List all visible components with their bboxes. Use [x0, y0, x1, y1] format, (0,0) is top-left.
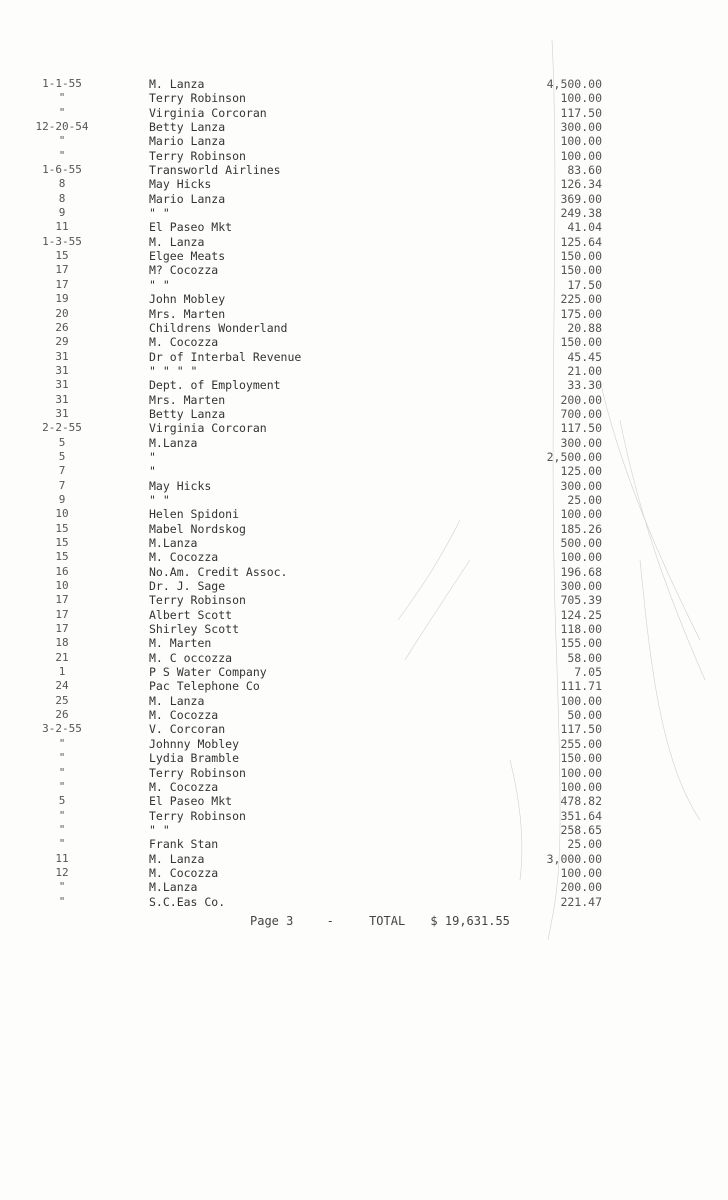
- entry-date: 17: [55, 607, 69, 621]
- entry-payee: Lydia Bramble: [149, 751, 240, 766]
- entry-payee: " " " ": [149, 363, 198, 378]
- entry-payee: ": [149, 449, 156, 464]
- entry-date: 5: [58, 449, 66, 463]
- entry-payee: Albert Scott: [149, 607, 233, 622]
- ledger-row: [0, 722, 728, 736]
- ledger-row: [0, 307, 728, 321]
- ledger-row: [0, 464, 728, 478]
- entry-amount: 21.00: [567, 363, 602, 378]
- entry-payee: El Paseo Mkt: [149, 220, 233, 235]
- entry-payee: Johnny Mobley: [149, 736, 240, 751]
- entry-amount: 255.00: [560, 736, 602, 751]
- ledger-row: [0, 206, 728, 220]
- entry-payee: Mabel Nordskog: [149, 521, 246, 536]
- ledger-row: [0, 493, 728, 507]
- ledger-row: [0, 608, 728, 622]
- entry-amount: 33.30: [567, 378, 602, 393]
- entry-amount: 150.00: [560, 249, 602, 264]
- entry-amount: 4,500.00: [546, 77, 602, 91]
- entry-payee: M. C occozza: [149, 650, 233, 665]
- footer-dash: -: [326, 914, 334, 928]
- ledger-row: [0, 436, 728, 450]
- ledger-row: [0, 550, 728, 564]
- entry-amount: 45.45: [567, 349, 602, 364]
- entry-payee: Mario Lanza: [149, 191, 226, 206]
- ledger-row: [0, 809, 728, 823]
- entry-date: 7: [58, 464, 66, 478]
- entry-amount: 7.05: [574, 665, 602, 680]
- entry-amount: 225.00: [560, 292, 602, 307]
- ledger-row: [0, 364, 728, 378]
- page-footer: [250, 914, 510, 928]
- entry-amount: 258.65: [560, 822, 602, 837]
- ledger-row: [0, 895, 728, 909]
- ledger-row: [0, 852, 728, 866]
- entry-date: 5: [58, 435, 66, 449]
- entry-date: 12-20-54: [35, 120, 89, 134]
- entry-amount: 150.00: [560, 335, 602, 350]
- ledger-row: [0, 579, 728, 593]
- entry-payee: Terry Robinson: [149, 808, 246, 823]
- total-label: TOTAL: [369, 914, 406, 928]
- entry-payee: Childrens Wonderland: [149, 320, 288, 335]
- entry-amount: 126.34: [560, 177, 602, 192]
- entry-payee: M. Cocozza: [149, 335, 219, 350]
- entry-date: 31: [55, 406, 69, 420]
- entry-payee: M.Lanza: [149, 880, 198, 895]
- ledger-row: [0, 177, 728, 191]
- entry-payee: Shirley Scott: [149, 622, 240, 637]
- entry-payee: John Mobley: [149, 292, 226, 307]
- entry-amount: 100.00: [560, 779, 602, 794]
- entry-payee: M? Cocozza: [149, 263, 219, 278]
- ledger-row: [0, 278, 728, 292]
- ledger-row: [0, 106, 728, 120]
- ledger-row: [0, 780, 728, 794]
- entry-amount: 100.00: [560, 550, 602, 565]
- ledger-row: [0, 536, 728, 550]
- entry-payee: S.C.Eas Co.: [149, 894, 226, 909]
- entry-amount: 118.00: [560, 622, 602, 637]
- entry-payee: Dept. of Employment: [149, 378, 281, 393]
- entry-date: 26: [55, 320, 69, 334]
- entry-payee: Pac Telephone Co: [149, 679, 260, 694]
- entry-date: 12: [55, 865, 69, 879]
- entry-payee: Virginia Corcoran: [149, 105, 267, 120]
- ledger-row: [0, 766, 728, 780]
- entry-date: 1-3-55: [42, 234, 82, 248]
- entry-payee: El Paseo Mkt: [149, 794, 233, 809]
- entry-amount: 100.00: [560, 91, 602, 106]
- entry-amount: 100.00: [560, 148, 602, 163]
- ledger-row: [0, 565, 728, 579]
- entry-amount: 300.00: [560, 478, 602, 493]
- entry-payee: M.Lanza: [149, 435, 198, 450]
- entry-date: 20: [55, 306, 69, 320]
- entry-payee: M. Cocozza: [149, 779, 219, 794]
- entry-date: 18: [55, 636, 69, 650]
- entry-date: 11: [55, 220, 69, 234]
- ledger-row: [0, 479, 728, 493]
- entry-payee: V. Corcoran: [149, 722, 226, 737]
- entry-amount: 117.50: [560, 105, 602, 120]
- entry-payee: M. Lanza: [149, 234, 205, 249]
- entry-amount: 100.00: [560, 134, 602, 149]
- entry-payee: M. Marten: [149, 636, 212, 651]
- entry-payee: M. Lanza: [149, 851, 205, 866]
- ledger-row: [0, 249, 728, 263]
- entry-date: 31: [55, 349, 69, 363]
- entry-date: 24: [55, 679, 69, 693]
- ledger-row: [0, 292, 728, 306]
- ledger-row: [0, 163, 728, 177]
- entry-amount: 500.00: [560, 536, 602, 550]
- entry-date: ": [58, 148, 66, 162]
- entry-amount: 100.00: [560, 693, 602, 708]
- ledger-row: [0, 823, 728, 837]
- entry-amount: 100.00: [560, 865, 602, 880]
- entry-date: ": [58, 822, 66, 836]
- ledger-row: [0, 665, 728, 679]
- entry-payee: Mario Lanza: [149, 134, 226, 149]
- entry-amount: 200.00: [560, 392, 602, 407]
- entry-date: 21: [55, 650, 69, 664]
- entry-date: 26: [55, 708, 69, 722]
- entry-payee: Virginia Corcoran: [149, 421, 267, 436]
- ledger-table: [0, 77, 728, 909]
- entry-payee: M. Cocozza: [149, 708, 219, 723]
- ledger-row: [0, 522, 728, 536]
- entry-date: ": [58, 134, 66, 148]
- entry-date: 31: [55, 363, 69, 377]
- entry-date: 1-1-55: [42, 77, 82, 90]
- entry-amount: 25.00: [567, 837, 602, 852]
- entry-payee: M. Lanza: [149, 77, 205, 91]
- entry-date: 17: [55, 593, 69, 607]
- entry-payee: Betty Lanza: [149, 406, 226, 421]
- entry-amount: 17.50: [567, 277, 602, 292]
- entry-date: 31: [55, 392, 69, 406]
- entry-date: ": [58, 808, 66, 822]
- entry-payee: M. Lanza: [149, 693, 205, 708]
- entry-amount: 150.00: [560, 751, 602, 766]
- total-value: $ 19,631.55: [430, 914, 510, 928]
- entry-date: 19: [55, 292, 69, 306]
- entry-payee: " ": [149, 277, 170, 292]
- entry-date: 15: [55, 521, 69, 535]
- entry-date: ": [58, 880, 66, 894]
- entry-date: 8: [58, 177, 66, 191]
- entry-date: 2-2-55: [42, 421, 82, 435]
- entry-amount: 111.71: [560, 679, 602, 694]
- entry-amount: 117.50: [560, 421, 602, 436]
- entry-payee: M. Cocozza: [149, 865, 219, 880]
- entry-amount: 150.00: [560, 263, 602, 278]
- entry-date: 9: [58, 492, 66, 506]
- entry-amount: 175.00: [560, 306, 602, 321]
- ledger-row: [0, 837, 728, 851]
- ledger-row: [0, 120, 728, 134]
- entry-date: ": [58, 91, 66, 105]
- ledger-row: [0, 450, 728, 464]
- entry-amount: 196.68: [560, 564, 602, 579]
- entry-amount: 369.00: [560, 191, 602, 206]
- entry-date: 17: [55, 622, 69, 636]
- entry-amount: 351.64: [560, 808, 602, 823]
- ledger-row: [0, 134, 728, 148]
- ledger-row: [0, 235, 728, 249]
- entry-amount: 3,000.00: [546, 851, 602, 866]
- entry-amount: 478.82: [560, 794, 602, 809]
- ledger-row: [0, 220, 728, 234]
- entry-amount: 100.00: [560, 507, 602, 522]
- entry-payee: Frank Stan: [149, 837, 219, 852]
- entry-date: 15: [55, 249, 69, 263]
- entry-date: ": [58, 105, 66, 119]
- entry-date: 1: [58, 665, 66, 679]
- entry-date: 17: [55, 263, 69, 277]
- ledger-row: [0, 636, 728, 650]
- entry-date: ": [58, 837, 66, 851]
- entry-date: ": [58, 779, 66, 793]
- entry-amount: 124.25: [560, 607, 602, 622]
- entry-date: ": [58, 765, 66, 779]
- ledger-row: [0, 694, 728, 708]
- entry-amount: 83.60: [567, 163, 602, 178]
- entry-payee: No.Am. Credit Assoc.: [149, 564, 288, 579]
- entry-payee: Elgee Meats: [149, 249, 226, 264]
- entry-date: 3-2-55: [42, 722, 82, 736]
- entry-amount: 300.00: [560, 120, 602, 135]
- entry-amount: 155.00: [560, 636, 602, 651]
- entry-date: 16: [55, 564, 69, 578]
- entry-payee: ": [149, 464, 156, 479]
- entry-amount: 249.38: [560, 206, 602, 221]
- entry-payee: Terry Robinson: [149, 91, 246, 106]
- entry-date: 10: [55, 507, 69, 521]
- entry-date: ": [58, 751, 66, 765]
- entry-date: 5: [58, 794, 66, 808]
- entry-payee: Terry Robinson: [149, 148, 246, 163]
- entry-date: 15: [55, 550, 69, 564]
- entry-date: 31: [55, 378, 69, 392]
- entry-amount: 117.50: [560, 722, 602, 737]
- entry-date: ": [58, 894, 66, 908]
- ledger-row: [0, 335, 728, 349]
- ledger-row: [0, 393, 728, 407]
- entry-amount: 58.00: [567, 650, 602, 665]
- entry-date: 1-6-55: [42, 163, 82, 177]
- entry-amount: 221.47: [560, 894, 602, 909]
- ledger-row: [0, 737, 728, 751]
- entry-date: 10: [55, 579, 69, 593]
- entry-amount: 25.00: [567, 492, 602, 507]
- ledger-row: [0, 866, 728, 880]
- entry-payee: P S Water Company: [149, 665, 267, 680]
- ledger-row: [0, 350, 728, 364]
- entry-date: 7: [58, 478, 66, 492]
- entry-payee: " ": [149, 206, 170, 221]
- entry-payee: M. Cocozza: [149, 550, 219, 565]
- entry-amount: 125.00: [560, 464, 602, 479]
- entry-payee: Helen Spidoni: [149, 507, 240, 522]
- entry-date: 17: [55, 277, 69, 291]
- entry-amount: 2,500.00: [546, 449, 602, 464]
- entry-payee: Mrs. Marten: [149, 392, 226, 407]
- ledger-row: [0, 794, 728, 808]
- entry-amount: 200.00: [560, 880, 602, 895]
- entry-payee: Betty Lanza: [149, 120, 226, 135]
- ledger-row: [0, 751, 728, 765]
- ledger-row: [0, 622, 728, 636]
- entry-date: 9: [58, 206, 66, 220]
- ledger-row: [0, 651, 728, 665]
- entry-date: 15: [55, 536, 69, 549]
- entry-payee: Dr. J. Sage: [149, 579, 226, 594]
- entry-payee: Mrs. Marten: [149, 306, 226, 321]
- entry-amount: 700.00: [560, 406, 602, 421]
- entry-payee: Terry Robinson: [149, 593, 246, 608]
- entry-amount: 705.39: [560, 593, 602, 608]
- entry-amount: 100.00: [560, 765, 602, 780]
- ledger-row: [0, 880, 728, 894]
- ledger-row: [0, 407, 728, 421]
- ledger-row: [0, 507, 728, 521]
- entry-payee: Terry Robinson: [149, 765, 246, 780]
- entry-amount: 300.00: [560, 579, 602, 594]
- entry-date: 29: [55, 335, 69, 349]
- ledger-row: [0, 593, 728, 607]
- entry-payee: " ": [149, 492, 170, 507]
- entry-amount: 300.00: [560, 435, 602, 450]
- entry-date: 25: [55, 693, 69, 707]
- entry-date: 8: [58, 191, 66, 205]
- ledger-row: [0, 378, 728, 392]
- ledger-row: [0, 708, 728, 722]
- entry-amount: 20.88: [567, 320, 602, 335]
- ledger-row: [0, 192, 728, 206]
- entry-payee: M.Lanza: [149, 536, 198, 550]
- entry-payee: May Hicks: [149, 478, 212, 493]
- ledger-row: [0, 679, 728, 693]
- entry-amount: 50.00: [567, 708, 602, 723]
- entry-date: ": [58, 736, 66, 750]
- entry-payee: Dr of Interbal Revenue: [149, 349, 302, 364]
- ledger-row: [0, 149, 728, 163]
- entry-date: 11: [55, 851, 69, 865]
- entry-payee: May Hicks: [149, 177, 212, 192]
- ledger-row: [0, 421, 728, 435]
- ledger-row: [0, 321, 728, 335]
- entry-amount: 185.26: [560, 521, 602, 536]
- page-number: Page 3: [250, 914, 294, 928]
- ledger-row: [0, 77, 728, 91]
- entry-payee: Transworld Airlines: [149, 163, 281, 178]
- ledger-row: [0, 91, 728, 105]
- entry-amount: 41.04: [567, 220, 602, 235]
- entry-amount: 125.64: [560, 234, 602, 249]
- entry-payee: " ": [149, 822, 170, 837]
- ledger-row: [0, 263, 728, 277]
